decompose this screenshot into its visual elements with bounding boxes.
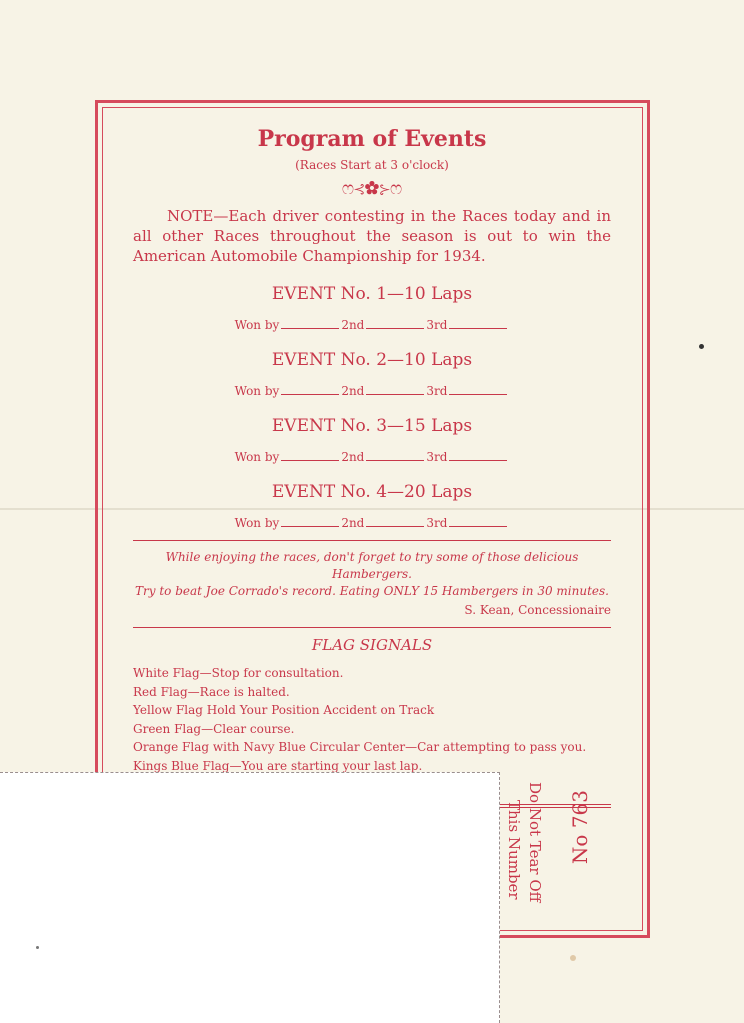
flag-item: Orange Flag with Navy Blue Circular Center—Car attempting to pass you.	[133, 740, 587, 754]
third-blank	[449, 460, 507, 461]
flag-item: Yellow Flag Hold Your Position Accident on Track	[133, 703, 435, 717]
flag-item: Red Flag—Race is halted.	[133, 684, 290, 699]
third-blank	[449, 394, 507, 395]
results-row	[133, 384, 611, 398]
event-title: EVENT No. 2—10 Laps	[271, 350, 473, 370]
ink-spot	[36, 946, 39, 949]
won-by-blank	[281, 526, 339, 527]
won-by-blank	[281, 394, 339, 395]
won-by-label: Won by	[234, 318, 280, 332]
second-blank	[366, 526, 424, 527]
results-row	[133, 318, 611, 332]
torn-ticket-area	[0, 772, 500, 1023]
second-label: 2nd	[341, 450, 365, 464]
promo-line: While enjoying the races, don't forget to try some of those delicious Hambergers.	[165, 550, 579, 581]
third-blank	[449, 526, 507, 527]
third-label: 3rd	[426, 318, 448, 332]
divider	[133, 540, 611, 541]
event-block	[133, 416, 611, 464]
ticket-instruction-line1: Do Not Tear Off	[526, 782, 544, 903]
page-title: Program of Events	[257, 126, 487, 152]
event-block	[133, 284, 611, 332]
third-label: 3rd	[426, 384, 448, 398]
won-by-blank	[281, 460, 339, 461]
start-time-note: (Races Start at 3 o'clock)	[295, 158, 449, 172]
won-by-label: Won by	[234, 516, 280, 530]
flag-item: Kings Blue Flag—You are starting your last lap.	[133, 758, 423, 773]
results-row	[133, 516, 611, 530]
event-title: EVENT No. 1—10 Laps	[271, 284, 473, 304]
second-label: 2nd	[341, 318, 365, 332]
won-by-blank	[281, 328, 339, 329]
ticket-number: No 763	[568, 790, 592, 865]
paper-stain	[570, 955, 576, 961]
ticket-instruction-line2: This Number	[505, 800, 523, 900]
won-by-label: Won by	[234, 450, 280, 464]
ornament-icon: ෆ⊰✿⊱ෆ	[341, 178, 403, 199]
flag-signals-heading: FLAG SIGNALS	[311, 636, 433, 654]
second-blank	[366, 394, 424, 395]
third-blank	[449, 328, 507, 329]
third-label: 3rd	[426, 516, 448, 530]
championship-note: NOTE—Each driver contesting in the Races today and in all other Races throughout the season is out to win the American Automobile Championship for 1934.	[133, 207, 611, 265]
concessionaire-signature: S. Kean, Concessionaire	[464, 603, 611, 617]
promo-text	[133, 549, 611, 600]
event-title: EVENT No. 4—20 Laps	[271, 482, 473, 502]
second-label: 2nd	[341, 516, 365, 530]
second-blank	[366, 328, 424, 329]
program-content	[133, 120, 611, 808]
flag-item: Green Flag—Clear course.	[133, 721, 295, 736]
flag-item: White Flag—Stop for consultation.	[133, 666, 344, 680]
promo-line: Try to beat Joe Corrado's record. Eating ONLY 15 Hambergers in 30 minutes.	[135, 584, 609, 598]
second-blank	[366, 460, 424, 461]
event-block	[133, 350, 611, 398]
event-title: EVENT No. 3—15 Laps	[271, 416, 473, 436]
event-block	[133, 482, 611, 530]
divider	[133, 627, 611, 628]
ink-spot	[699, 344, 704, 349]
second-label: 2nd	[341, 384, 365, 398]
won-by-label: Won by	[234, 384, 280, 398]
results-row	[133, 450, 611, 464]
third-label: 3rd	[426, 450, 448, 464]
